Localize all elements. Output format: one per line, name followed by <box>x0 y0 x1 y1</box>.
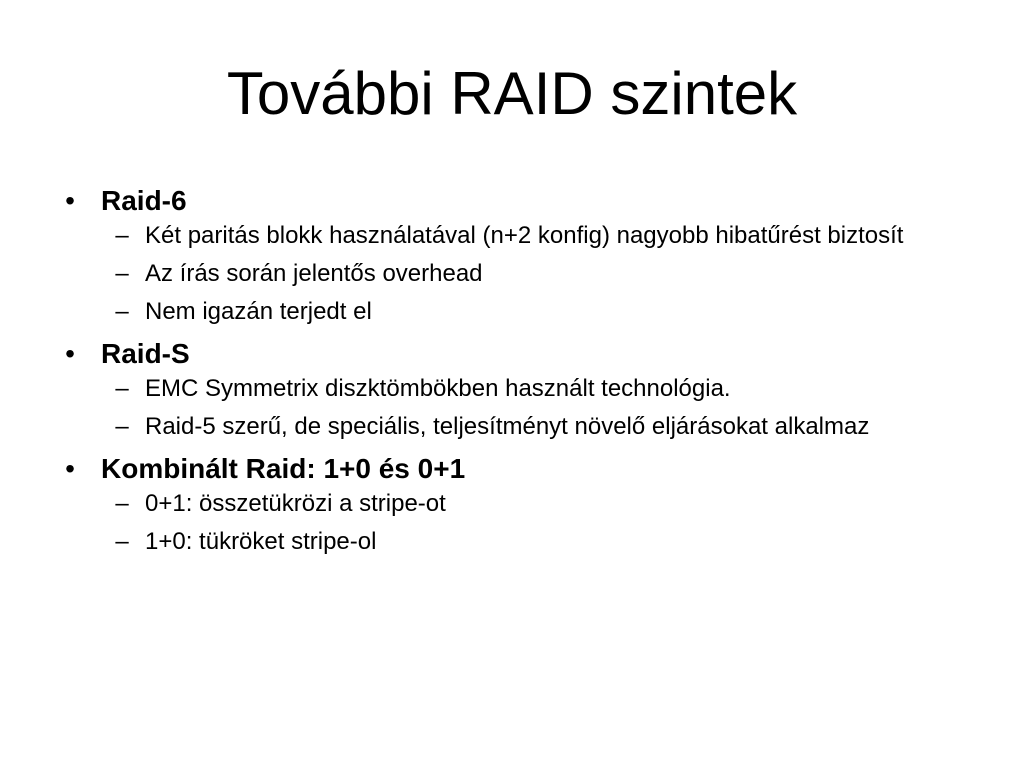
slide-title: További RAID szintek <box>226 60 798 127</box>
sub-item-text: Az írás során jelentős overhead <box>145 260 483 287</box>
sub-item <box>60 528 970 556</box>
bullet-icon: • <box>65 185 75 216</box>
sub-item-text: Raid-5 szerű, de speciális, teljesítményt növelő eljárásokat alkalmaz <box>145 413 870 440</box>
bullet-icon: • <box>65 453 75 484</box>
dash-icon: – <box>115 528 129 555</box>
sub-item <box>60 490 970 518</box>
dash-icon: – <box>115 413 129 440</box>
dash-icon: – <box>115 222 129 249</box>
sub-item-text: EMC Symmetrix diszktömbökben használt technológia. <box>145 375 731 402</box>
dash-icon: – <box>115 375 129 402</box>
sub-item-text: Nem igazán terjedt el <box>145 298 372 325</box>
sub-item-text: Két paritás blokk használatával (n+2 konfig) nagyobb hibatűrést biztosít <box>145 222 904 249</box>
bullet-kombinalt-raid <box>60 451 970 487</box>
bullet-raid-s <box>60 336 970 372</box>
sub-list <box>60 375 970 441</box>
bullet-label: Kombinált Raid: 1+0 és 0+1 <box>101 453 466 484</box>
sub-item <box>60 375 970 403</box>
sub-item-text: 0+1: összetükrözi a stripe-ot <box>145 490 446 517</box>
slide-content <box>60 183 970 566</box>
sub-list <box>60 490 970 556</box>
sub-list <box>60 222 970 326</box>
sub-item <box>60 413 970 441</box>
sub-item <box>60 298 970 326</box>
bullet-label: Raid-6 <box>101 185 187 216</box>
dash-icon: – <box>115 490 129 517</box>
bullet-raid-6 <box>60 183 970 219</box>
bullet-icon: • <box>65 338 75 369</box>
bullet-group-raid-6 <box>60 183 970 326</box>
sub-item-text: 1+0: tükröket stripe-ol <box>145 528 377 555</box>
sub-item <box>60 260 970 288</box>
dash-icon: – <box>115 260 129 287</box>
bullet-group-kombinalt-raid <box>60 451 970 556</box>
sub-item <box>60 222 970 250</box>
bullet-group-raid-s <box>60 336 970 441</box>
dash-icon: – <box>115 298 129 325</box>
bullet-label: Raid-S <box>101 338 190 369</box>
